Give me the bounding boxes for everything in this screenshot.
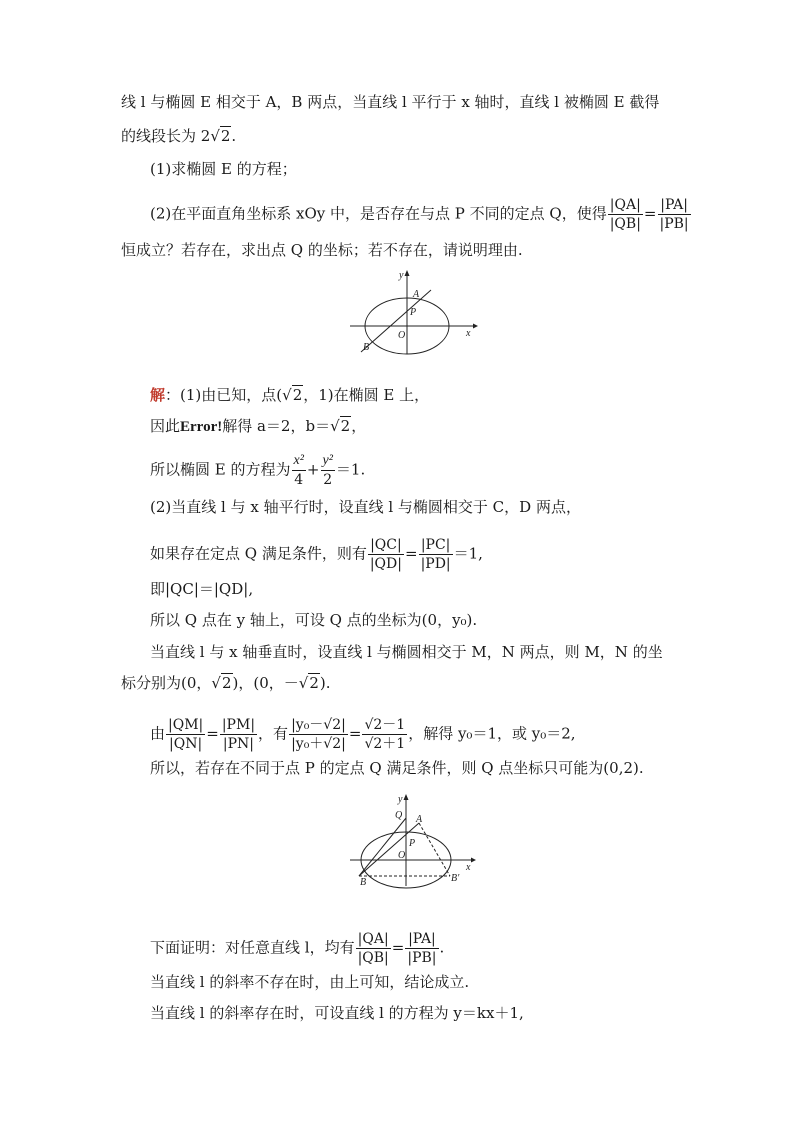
solution-line-12: 下面证明：对任意直线 l，均有 $\frac{|QA|}{|QB|}$ = $\frac{|PA|}{|PB|}$ . [150, 931, 445, 966]
fig1-B-label: B [363, 342, 370, 353]
sqrt-radicand: 2 [220, 127, 231, 145]
solution-line-3: 所以椭圆 E 的方程为 $\frac{\text{x²}}{4}$ + $\frac{\text{y²}}{2}$ ＝1. [150, 453, 366, 488]
fig1-y-label: y [399, 270, 404, 281]
fig2-Q-label: Q [395, 810, 403, 821]
solution-line-10: 由 $\frac{|QM|}{|QN|}$ = $\frac{|PM|}{|PN|}$ ，有 $\frac{\text{|y₀－√2|}}{\text{|y₀＋√2|}}$ = $\frac{√2-1}{√2+1}$ ，解得 y₀＝1，或 y₀＝2, [150, 717, 576, 752]
fig1-P-label: P [410, 307, 417, 318]
fig2-Bprime-label: B′ [451, 873, 460, 884]
solution-line-2: 因此Error!解得 a＝2，b＝√2， [150, 417, 367, 435]
solution-line-13: 当直线 l 的斜率不存在时，由上可知，结论成立. [150, 973, 470, 991]
fraction-qm-qn: $\frac{|QM|}{|QN|}$ [168, 717, 204, 752]
question-1: (1)求椭圆 E 的方程； [150, 160, 297, 178]
solution-label: 解 [150, 386, 166, 404]
solution-line-5: 如果存在定点 Q 满足条件，则有 $\frac{|QC|}{|QD|}$ = $\frac{|PC|}{|PD|}$ ＝1, [150, 537, 483, 572]
fraction-pm-pn: $\frac{|PM|}{|PN|}$ [221, 717, 256, 752]
solution-line-4: (2)当直线 l 与 x 轴平行时，设直线 l 与椭圆相交于 C，D 两点， [150, 498, 581, 516]
question-2: (2)在平面直角坐标系 xOy 中，是否存在与点 P 不同的定点 Q，使得 $\frac{|QA|}{|QB|}$ = $\frac{|PA|}{|PB|}$ [150, 197, 689, 232]
fraction-pa-pb-2: $\frac{|PA|}{|PB|}$ [407, 931, 437, 966]
solution-line-9: 标分别为(0，√2)，(0，－√2). [121, 674, 331, 692]
figure-ellipse-1 [345, 266, 480, 358]
solution-line-6: 即|QC|＝|QD|, [150, 580, 254, 598]
solution-line-14: 当直线 l 的斜率存在时，可设直线 l 的方程为 y＝kx＋1, [150, 1004, 524, 1022]
fig2-A-label: A [416, 814, 423, 825]
fig2-y-label: y [398, 794, 403, 805]
fig2-B-label: B [360, 877, 367, 888]
solution-line-7: 所以 Q 点在 y 轴上，可设 Q 点的坐标为(0，y₀). [150, 611, 478, 629]
fraction-qa-qb: $\frac{|QA|}{|QB|}$ [609, 197, 641, 232]
fraction-x2-4: $\frac{\text{x²}}{4}$ [293, 453, 304, 488]
problem-line-2: 的线段长为 2√2. [121, 127, 237, 145]
fig2-O-label: O [398, 850, 406, 861]
fraction-y0-abs: $\frac{\text{|y₀－√2|}}{\text{|y₀＋√2|}}$ [291, 717, 346, 752]
fig1-O-label: O [398, 330, 406, 341]
fig2-x-label: x [466, 862, 471, 873]
fraction-pa-pb: $\frac{|PA|}{|PB|}$ [659, 197, 689, 232]
figure-ellipse-2 [345, 788, 480, 890]
period: . [231, 127, 237, 145]
error-text: Error! [180, 419, 223, 435]
fraction-qc-qd: $\frac{|QC|}{|QD|}$ [369, 537, 402, 572]
solution-line-11: 所以，若存在不同于点 P 的定点 Q 满足条件，则 Q 点坐标只可能为(0,2). [150, 759, 644, 777]
fig1-A-label: A [413, 289, 420, 300]
solution-line-8: 当直线 l 与 x 轴垂直时，设直线 l 与椭圆相交于 M，N 两点，则 M，N 的坐 [150, 643, 663, 661]
question-2-text: (2)在平面直角坐标系 xOy 中，是否存在与点 P 不同的定点 Q，使得 [150, 204, 607, 223]
question-2-line-2: 恒成立？若存在，求出点 Q 的坐标；若不存在，请说明理由. [121, 241, 523, 259]
fraction-sqrt2: $\frac{√2-1}{√2+1}$ [364, 717, 406, 752]
fig2-P-label: P [409, 838, 416, 849]
fraction-y2-2: $\frac{\text{y²}}{2}$ [322, 453, 333, 488]
problem-line-2-text: 的线段长为 2 [121, 127, 211, 145]
fraction-pc-pd: $\frac{|PC|}{|PD|}$ [420, 537, 451, 572]
fig1-x-label: x [466, 328, 471, 339]
fraction-qa-qb-2: $\frac{|QA|}{|QB|}$ [357, 931, 389, 966]
problem-line-1: 线 l 与椭圆 E 相交于 A，B 两点，当直线 l 平行于 x 轴时，直线 l 被椭圆 E 截得 [121, 93, 660, 111]
solution-line-1: 解：(1)由已知，点(√2，1)在椭圆 E 上， [150, 386, 430, 404]
